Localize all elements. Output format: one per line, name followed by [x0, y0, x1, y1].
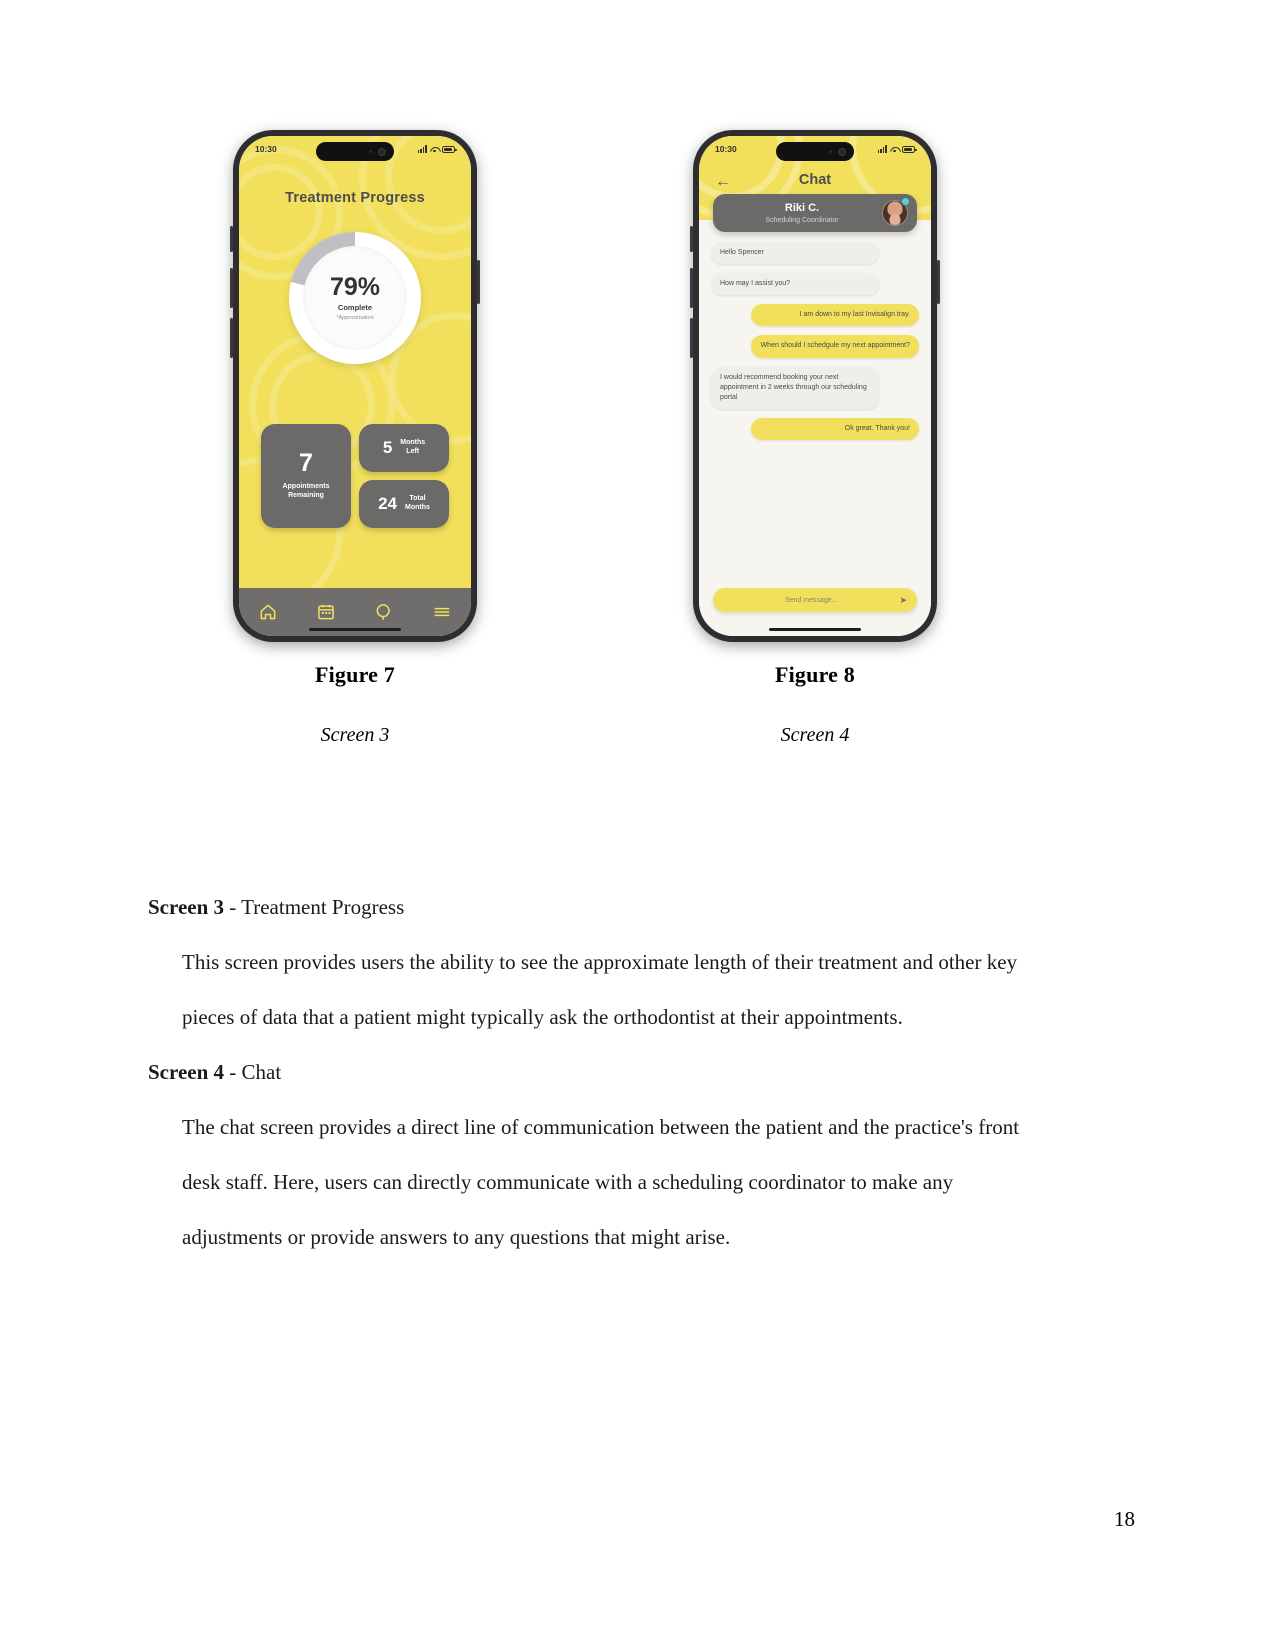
section-heading-rest: - Treatment Progress [224, 895, 405, 919]
figures-row [0, 130, 1275, 790]
section-screen-4 [148, 1045, 1048, 1265]
calendar-icon[interactable] [316, 602, 336, 622]
chat-body [699, 136, 931, 636]
contact-name: Riki C. [784, 202, 820, 215]
progress-donut [289, 232, 421, 364]
appointments-remaining-number: 7 [299, 449, 313, 478]
months-left-number: 5 [382, 438, 393, 457]
battery-icon [902, 146, 915, 153]
section-screen-3 [148, 880, 1048, 1045]
total-months-number: 24 [378, 494, 398, 513]
months-left-card[interactable] [359, 424, 449, 472]
arrow-left-icon[interactable]: ← [715, 173, 731, 190]
decorative-rings [239, 136, 471, 636]
section-heading-rest: - Chat [224, 1060, 282, 1084]
progress-percent: 79% [329, 273, 381, 301]
front-camera [378, 148, 386, 156]
treatment-progress-body [239, 136, 471, 636]
message-bubble: Ok great. Thank you! [751, 418, 919, 440]
section-paragraph: The chat screen provides a direct line of communication between the patient and the practice's front desk staff. Here, users can directly communicate with a scheduling coordinator to make any adjustments or provide answers to any questions that might arise. [182, 1115, 1020, 1249]
volume-down-button [230, 318, 233, 358]
section-heading-bold: Screen 4 [148, 1060, 225, 1084]
message-bubble: When should I schedgule my next appointment? [751, 335, 919, 357]
figure-7-column [205, 130, 505, 747]
contact-info [722, 202, 882, 223]
send-icon[interactable]: ➤ [899, 594, 907, 605]
sensor-dot [829, 150, 832, 153]
phone-mockup-screen-3 [233, 130, 477, 642]
online-status-dot [901, 197, 910, 206]
section-heading [148, 1045, 1048, 1100]
battery-icon [442, 146, 455, 153]
volume-up-button [690, 268, 693, 308]
figure-7-subcaption: Screen 3 [320, 724, 390, 746]
phone-mockup-screen-4 [693, 130, 937, 642]
body-copy [148, 880, 1048, 1265]
figure-7-caption: Figure 7 [314, 662, 396, 687]
progress-label: Complete [337, 303, 373, 312]
search-icon[interactable] [374, 602, 394, 622]
status-icons [878, 145, 915, 153]
screen-3 [239, 136, 471, 636]
home-icon[interactable] [258, 602, 278, 622]
appointments-remaining-label: Appointments Remaining [282, 483, 330, 499]
message-bubble: Hello Spencer [711, 242, 879, 264]
status-time: 10:30 [715, 144, 737, 154]
message-bubble: How may I assist you? [711, 273, 879, 295]
page-title: Treatment Progress [285, 190, 425, 206]
contact-role: Scheduling Coordinator [765, 216, 839, 224]
donut-ring [289, 232, 421, 364]
screen-4 [699, 136, 931, 636]
progress-note: *Approximation [336, 315, 374, 321]
wifi-icon [430, 146, 439, 153]
volume-up-button [230, 268, 233, 308]
chat-title: Chat [798, 172, 832, 188]
message-input-bar[interactable] [713, 588, 917, 612]
message-thread[interactable] [699, 238, 931, 570]
volume-down-button [690, 318, 693, 358]
page-number: 18 [1114, 1507, 1135, 1531]
dynamic-island [776, 142, 854, 161]
message-input-placeholder[interactable]: Send message... [784, 596, 838, 604]
status-icons [418, 145, 455, 153]
signal-icon [878, 145, 887, 153]
message-bubble: I would recommend booking your next appointment in 2 weeks through our scheduling portal [711, 367, 879, 409]
front-camera [838, 148, 846, 156]
section-paragraph: This screen provides users the ability to see the approximate length of their treatment and other key pieces of data that a patient might typically ask the orthodontist at their appointments. [182, 950, 1018, 1029]
stats-cards-right [359, 424, 449, 528]
home-indicator [309, 628, 401, 632]
status-time: 10:30 [255, 144, 277, 154]
section-heading [148, 880, 1048, 935]
appointments-remaining-card[interactable] [261, 424, 351, 528]
wifi-icon [890, 146, 899, 153]
home-indicator [769, 628, 861, 632]
signal-icon [418, 145, 427, 153]
months-left-label: Months Left [400, 439, 426, 455]
total-months-label: Total Months [405, 495, 430, 511]
donut-center [303, 246, 407, 350]
section-heading-bold: Screen 3 [148, 895, 225, 919]
figure-8-caption: Figure 8 [774, 662, 856, 687]
stats-cards [261, 424, 449, 528]
contact-card[interactable] [713, 194, 917, 232]
figure-8-subcaption: Screen 4 [780, 724, 850, 746]
dynamic-island [316, 142, 394, 161]
message-bubble: I am down to my last Invisalign tray. [751, 304, 919, 326]
sensor-dot [369, 150, 372, 153]
total-months-card[interactable] [359, 480, 449, 528]
menu-icon[interactable] [432, 602, 452, 622]
figure-8-column [665, 130, 965, 747]
